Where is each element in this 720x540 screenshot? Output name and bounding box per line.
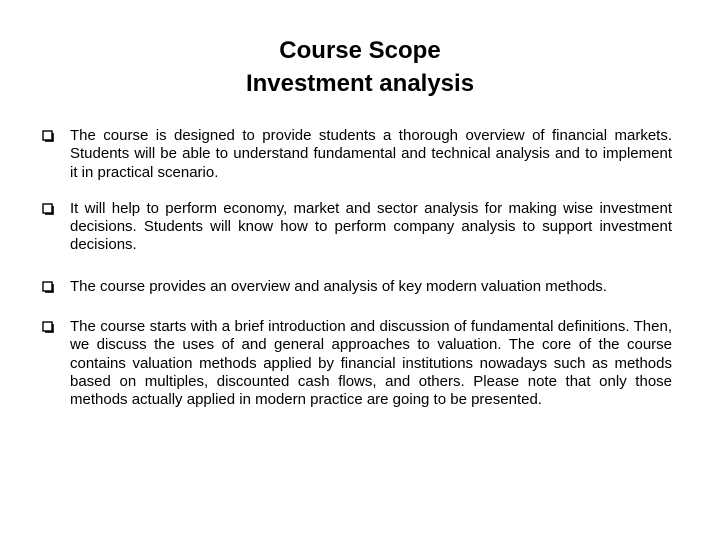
square-bullet-icon xyxy=(42,203,54,215)
bullet-text: The course provides an overview and analysis of key modern valuation methods. xyxy=(70,277,607,295)
bullet-item xyxy=(40,278,680,296)
bullet-item xyxy=(40,318,680,409)
bullet-list xyxy=(40,127,680,427)
bullet-item xyxy=(40,200,680,255)
square-bullet-icon xyxy=(42,130,54,142)
title-line-1: Course Scope xyxy=(279,37,441,64)
title-line-2: Investment analysis xyxy=(245,70,475,97)
bullet-text: It will help to perform economy, market and sector analysis for making wise investment decisions. Students will know how to perform company analysis to support investment decisions. xyxy=(70,199,672,254)
bullet-text: The course starts with a brief introduction and discussion of fundamental definitions. Then, we discuss the uses of and general approaches to valuation. The core of the course contains valuation methods applied by financial institutions nowadays such as methods based on multiples, discounted cash flows, and others. Please note that only those methods actually applied in modern practice are going to be presented. xyxy=(70,318,672,409)
square-bullet-icon xyxy=(42,321,54,333)
bullet-text: The course is designed to provide students a thorough overview of financial markets. Students will be able to understand fundamental and technical analysis and to implement it in practical scenario. xyxy=(70,127,672,181)
square-bullet-icon xyxy=(42,281,54,293)
slide-title xyxy=(0,34,720,100)
bullet-item xyxy=(40,127,680,182)
